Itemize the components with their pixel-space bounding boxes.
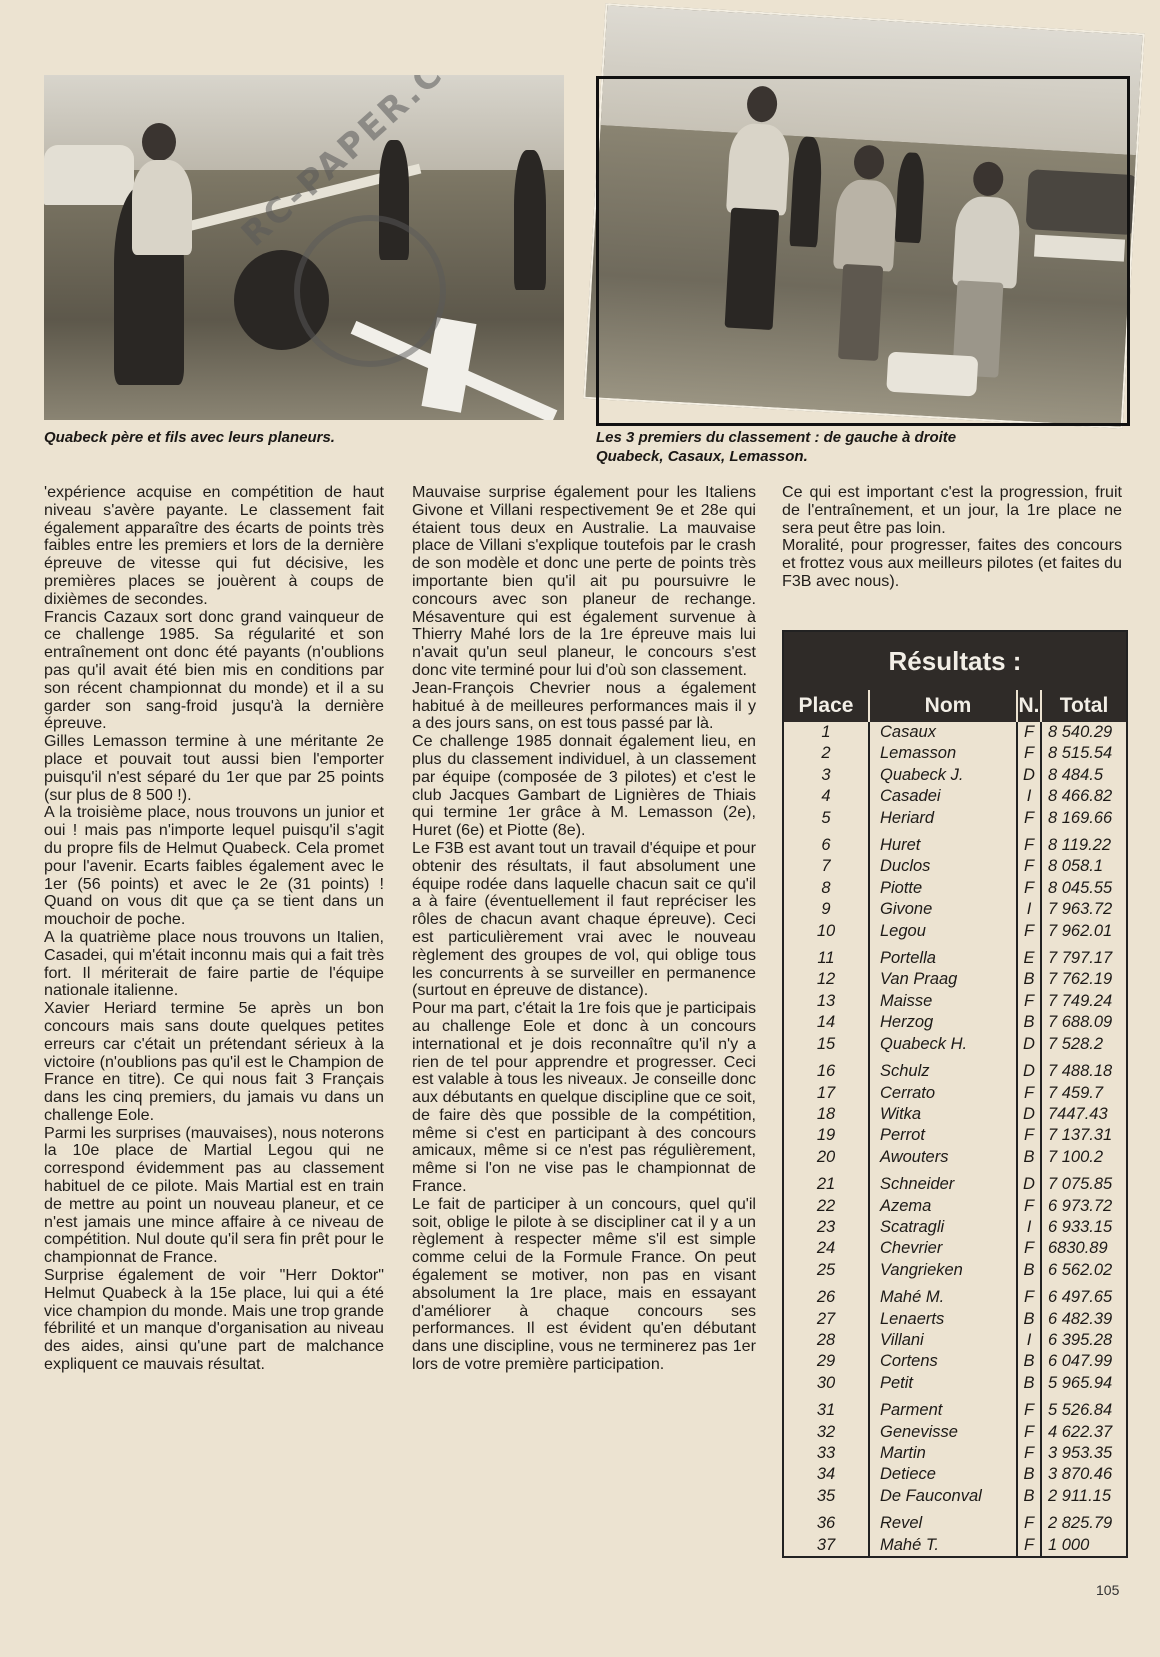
cell-nom: Herzog xyxy=(869,1012,1017,1033)
table-row xyxy=(784,1373,1126,1394)
cell-nom: Parment xyxy=(869,1394,1017,1421)
cell-place: 28 xyxy=(816,1330,836,1349)
cell-place: 4 xyxy=(821,787,831,806)
cell-nom: Awouters xyxy=(869,1147,1017,1168)
cell-place: 24 xyxy=(816,1239,836,1258)
cell-nom: Schneider xyxy=(869,1168,1017,1195)
paragraph: Ce qui est important c'est la progression, fruit de l'entraînement, et un jour, la 1re place ne sera peut être pas loin. xyxy=(782,483,1122,537)
cell-place: 27 xyxy=(816,1309,836,1328)
cell-total: 7 963.72 xyxy=(1041,899,1126,920)
cell-nation: F xyxy=(1017,1394,1041,1421)
cell-nation: F xyxy=(1017,1422,1041,1443)
results-title: Résultats : xyxy=(784,632,1126,690)
cell-nation: F xyxy=(1017,1125,1041,1146)
cell-nom: Detiece xyxy=(869,1464,1017,1485)
paragraph: Jean-François Chevrier nous a également habitué à de meilleures performances mais il y a des jours sans, on est tous passé par là. xyxy=(412,678,756,733)
table-row xyxy=(784,942,1126,969)
cell-nation: B xyxy=(1017,1260,1041,1281)
cell-place: 17 xyxy=(816,1083,836,1102)
table-row xyxy=(784,878,1126,899)
cell-nation: F xyxy=(1017,1535,1041,1556)
cell-total: 6 933.15 xyxy=(1041,1217,1126,1238)
cell-nation: F xyxy=(1017,1281,1041,1308)
cell-nom: Givone xyxy=(869,899,1017,920)
cell-nation: B xyxy=(1017,1373,1041,1394)
cell-total: 7 075.85 xyxy=(1041,1168,1126,1195)
header-place: Place xyxy=(784,690,869,722)
cell-nation: B xyxy=(1017,1351,1041,1372)
cell-total: 7447.43 xyxy=(1041,1104,1126,1125)
cell-nation: B xyxy=(1017,1464,1041,1485)
cell-place: 33 xyxy=(816,1444,836,1462)
cell-place: 7 xyxy=(821,857,831,876)
cell-total: 6 973.72 xyxy=(1041,1196,1126,1217)
table-row xyxy=(784,1217,1126,1238)
table-row xyxy=(784,1281,1126,1308)
table-row xyxy=(784,1464,1126,1485)
cell-place: 35 xyxy=(816,1486,836,1505)
paragraph: Francis Cazaux sort donc grand vainqueur de ce challenge 1985. Sa régularité et son entraînement ont donc été payants (n'oublions pas qu'il avait été bien mis en conditions par son récent championnat du monde) et il a su garder son sang-froid jusqu'à la dernière épreuve. xyxy=(44,607,384,733)
table-row xyxy=(784,1083,1126,1104)
cell-place: 9 xyxy=(821,900,831,919)
article-column-3 xyxy=(782,484,1122,591)
cell-nom: Piotte xyxy=(869,878,1017,899)
cell-total: 8 045.55 xyxy=(1041,878,1126,899)
cell-nom: Vangrieken xyxy=(869,1260,1017,1281)
cell-nation: F xyxy=(1017,829,1041,856)
cell-nom: Witka xyxy=(869,1104,1017,1125)
paragraph: Moralité, pour progresser, faites des concours et frottez vous aux meilleurs pilotes (et faites du F3B avec nous). xyxy=(782,536,1122,590)
cell-nom: Lenaerts xyxy=(869,1309,1017,1330)
cell-nom: Van Praag xyxy=(869,969,1017,990)
cell-place: 29 xyxy=(816,1352,836,1371)
cell-total: 6 562.02 xyxy=(1041,1260,1126,1281)
cell-place: 19 xyxy=(816,1126,836,1145)
cell-nation: D xyxy=(1017,1055,1041,1082)
table-row xyxy=(784,786,1126,807)
cell-nation: F xyxy=(1017,808,1041,829)
paragraph: Pour ma part, c'était la 1re fois que je participais au challenge Eole et donc à un concours international et je dois reconnaître qu'il n'y a rien de tel pour apprendre et progresser. Ceci est valable à tous les niveaux. Je conseille donc aux débutants en quelque discipline que ce soit, de faire dès que possible de la compétition, même si c'est en participant à des concours amicaux, même si ce n'est pas régulièrement, même si l'on ne vise pas le championnat de France. xyxy=(412,999,756,1196)
paragraph: Mauvaise surprise également pour les Italiens Givone et Villani respectivement 9e et 28e qui étaient tous deux en Australie. La mauvaise place de Villani s'explique toutefois par le crash de son modèle et donc une perte de points très importante bien qu'il ait pu poursuivre le concours avec son planeur de rechange. Mésaventure qui est également survenue à Thierry Mahé lors de la 1re épreuve mais lui n'avait qu'un seul planeur, le concours s'est donc vite terminé pour lui d'où son classement. xyxy=(412,483,756,679)
cell-nom: Legou xyxy=(869,921,1017,942)
cell-total: 3 870.46 xyxy=(1041,1464,1126,1485)
cell-total: 4 622.37 xyxy=(1041,1422,1126,1443)
table-row xyxy=(784,1238,1126,1259)
cell-nom: Petit xyxy=(869,1373,1017,1394)
cell-place: 31 xyxy=(816,1401,836,1420)
cell-place: 16 xyxy=(816,1062,836,1081)
watermark-logo xyxy=(294,215,446,367)
cell-nation: D xyxy=(1017,1034,1041,1055)
cell-nation: F xyxy=(1017,743,1041,764)
cell-total: 8 466.82 xyxy=(1041,786,1126,807)
cell-nation: D xyxy=(1017,1168,1041,1195)
cell-nom: Lemasson xyxy=(869,743,1017,764)
table-row xyxy=(784,1055,1126,1082)
cell-place: 2 xyxy=(821,744,831,763)
cell-total: 2 825.79 xyxy=(1041,1507,1126,1534)
cell-nation: I xyxy=(1017,1217,1041,1238)
cell-nom: Chevrier xyxy=(869,1238,1017,1259)
cell-nation: F xyxy=(1017,878,1041,899)
cell-place: 30 xyxy=(816,1373,836,1392)
cell-place: 11 xyxy=(817,949,835,968)
photo-frame xyxy=(596,76,1130,426)
cell-nom: Quabeck H. xyxy=(869,1034,1017,1055)
cell-nation: D xyxy=(1017,1104,1041,1125)
cell-total: 7 688.09 xyxy=(1041,1012,1126,1033)
cell-nation: F xyxy=(1017,1443,1041,1464)
table-row xyxy=(784,1168,1126,1195)
cell-nom: Mahé M. xyxy=(869,1281,1017,1308)
cell-total: 8 484.5 xyxy=(1041,765,1126,786)
cell-nom: Maisse xyxy=(869,991,1017,1012)
table-row xyxy=(784,1394,1126,1421)
cell-nom: Revel xyxy=(869,1507,1017,1534)
cell-nation: F xyxy=(1017,1196,1041,1217)
paragraph: Le F3B est avant tout un travail d'équipe et pour obtenir des résultats, il faut absolument une équipe rodée dans laquelle chacun sait ce qu'il a à faire (éventuellement il faut repréciser les rôles de chacun avant chaque épreuve). Ceci est particulièrement vrai avec le nouveau règlement des groupes de vol, qui oblige tous les concurrents à se surveiller en permanence (surtout en épreuve de distance). xyxy=(412,838,756,1000)
page-number: 105 xyxy=(1096,1582,1120,1598)
cell-total: 8 169.66 xyxy=(1041,808,1126,829)
cell-nom: Cortens xyxy=(869,1351,1017,1372)
cell-place: 26 xyxy=(816,1288,836,1307)
table-row xyxy=(784,1486,1126,1507)
cell-total: 7 488.18 xyxy=(1041,1055,1126,1082)
cell-nation: B xyxy=(1017,1147,1041,1168)
cell-place: 15 xyxy=(816,1034,836,1053)
cell-total: 8 540.29 xyxy=(1041,722,1126,743)
paragraph: Le fait de participer à un concours, quel qu'il soit, oblige le pilote à se discipliner cat il y a un règlement à respecter même s'il est simple comme celui de la Formule France. On peut également se motiver, non pas en visant absolument la 1re place, mais en essayant d'améliorer à chaque concours ses performances. Il est évident qu'en débutant dans une discipline, vous ne terminerez pas 1er lors de votre première participation. xyxy=(412,1194,756,1374)
cell-place: 12 xyxy=(816,970,836,989)
cell-total: 1 000 xyxy=(1041,1535,1126,1556)
cell-total: 5 526.84 xyxy=(1041,1394,1126,1421)
caption-left: Quabeck père et fils avec leurs planeurs. xyxy=(44,429,335,446)
cell-nation: F xyxy=(1017,856,1041,877)
cell-nation: E xyxy=(1017,942,1041,969)
caption-right-line1: Les 3 premiers du classement : de gauche à droite xyxy=(596,429,957,446)
table-row xyxy=(784,856,1126,877)
paragraph: Parmi les surprises (mauvaises), nous noterons la 10e place de Martial Legou qui ne correspond évidemment pas au classement habituel de ce pilote. Mais Martial est en train de mettre au point un nouveau planeur, et ce n'est jamais une mince affaire à ce niveau de compétition. Nul doute qu'il sera fin prêt pour le championnat de France. xyxy=(44,1123,384,1267)
cell-place: 3 xyxy=(821,765,831,784)
table-row xyxy=(784,1351,1126,1372)
cell-place: 21 xyxy=(816,1175,836,1194)
cell-place: 14 xyxy=(816,1013,836,1032)
cell-total: 3 953.35 xyxy=(1041,1443,1126,1464)
cell-place: 34 xyxy=(816,1465,836,1484)
cell-place: 18 xyxy=(816,1104,836,1123)
table-row xyxy=(784,1443,1126,1464)
header-nom: Nom xyxy=(869,690,1017,722)
cell-place: 5 xyxy=(821,808,831,827)
cell-nom: Schulz xyxy=(869,1055,1017,1082)
cell-nom: Heriard xyxy=(869,808,1017,829)
cell-total: 6 482.39 xyxy=(1041,1309,1126,1330)
photo-quabeck-planeurs xyxy=(44,75,564,420)
cell-nom: Casadei xyxy=(869,786,1017,807)
table-row xyxy=(784,1309,1126,1330)
article-column-2 xyxy=(412,484,756,1374)
cell-nom: Villani xyxy=(869,1330,1017,1351)
header-total: Total xyxy=(1041,690,1126,722)
paragraph: A la quatrième place nous trouvons un Italien, Casadei, qui m'était inconnu mais qui a fait très fort. Il mériterait de faire partie de l'équipe nationale italienne. xyxy=(44,927,384,1000)
cell-nation: B xyxy=(1017,1012,1041,1033)
cell-nom: Quabeck J. xyxy=(869,765,1017,786)
cell-nation: F xyxy=(1017,722,1041,743)
table-row xyxy=(784,1330,1126,1351)
table-row xyxy=(784,1034,1126,1055)
cell-place: 32 xyxy=(816,1422,836,1441)
cell-place: 20 xyxy=(816,1147,836,1166)
header-nation: N. xyxy=(1017,690,1041,722)
table-row xyxy=(784,1260,1126,1281)
cell-nation: F xyxy=(1017,1507,1041,1534)
cell-nation: I xyxy=(1017,786,1041,807)
table-row xyxy=(784,1535,1126,1556)
cell-total: 7 137.31 xyxy=(1041,1125,1126,1146)
table-row xyxy=(784,765,1126,786)
cell-place: 22 xyxy=(816,1196,836,1215)
cell-total: 7 528.2 xyxy=(1041,1034,1126,1055)
cell-total: 5 965.94 xyxy=(1041,1373,1126,1394)
cell-nom: Azema xyxy=(869,1196,1017,1217)
cell-nation: F xyxy=(1017,991,1041,1012)
table-row xyxy=(784,1196,1126,1217)
cell-nom: Huret xyxy=(869,829,1017,856)
cell-nation: I xyxy=(1017,1330,1041,1351)
cell-place: 37 xyxy=(816,1535,836,1554)
cell-nation: D xyxy=(1017,765,1041,786)
cell-nom: Duclos xyxy=(869,856,1017,877)
caption-right-line2: Quabeck, Casaux, Lemasson. xyxy=(596,448,808,465)
cell-nom: Genevisse xyxy=(869,1422,1017,1443)
table-row xyxy=(784,1012,1126,1033)
cell-total: 7 749.24 xyxy=(1041,991,1126,1012)
table-row xyxy=(784,808,1126,829)
cell-nom: Martin xyxy=(869,1443,1017,1464)
cell-place: 10 xyxy=(816,921,836,940)
table-row xyxy=(784,743,1126,764)
cell-place: 25 xyxy=(816,1260,836,1279)
cell-total: 2 911.15 xyxy=(1041,1486,1126,1507)
table-row xyxy=(784,1125,1126,1146)
cell-nom: Portella xyxy=(869,942,1017,969)
cell-total: 8 058.1 xyxy=(1041,856,1126,877)
paragraph: 'expérience acquise en compétition de haut niveau s'avère payante. Le classement fait également apparaître des écarts de points très faibles entre les premiers et lors de la dernière épreuve de vitesse qui fut décisive, les premières places se jouèrent à coups de dixièmes de secondes. xyxy=(44,483,384,608)
cell-nation: F xyxy=(1017,1238,1041,1259)
cell-nation: I xyxy=(1017,899,1041,920)
cell-total: 6 047.99 xyxy=(1041,1351,1126,1372)
cell-total: 7 797.17 xyxy=(1041,942,1126,969)
table-row xyxy=(784,1507,1126,1534)
results-box xyxy=(782,630,1128,1558)
cell-place: 23 xyxy=(816,1217,836,1236)
table-row xyxy=(784,991,1126,1012)
cell-place: 13 xyxy=(816,991,836,1010)
cell-total: 8 119.22 xyxy=(1041,829,1126,856)
table-row xyxy=(784,1104,1126,1125)
cell-total: 7 459.7 xyxy=(1041,1083,1126,1104)
cell-total: 7 962.01 xyxy=(1041,921,1126,942)
paragraph: Xavier Heriard termine 5e après un bon concours mais sans doute quelques petites erreurs car c'était un prétendant sérieux à la victoire (n'oublions pas qu'il est le Champion de France en titre). Ce qui nous fait 3 Français dans les cinq premiers, du jamais vu dans un challenge Eole. xyxy=(44,999,384,1124)
cell-nom: De Fauconval xyxy=(869,1486,1017,1507)
cell-nation: F xyxy=(1017,1083,1041,1104)
cell-total: 7 762.19 xyxy=(1041,969,1126,990)
cell-nation: B xyxy=(1017,1309,1041,1330)
cell-nation: B xyxy=(1017,1486,1041,1507)
cell-place: 8 xyxy=(821,878,831,897)
table-row xyxy=(784,829,1126,856)
cell-nom: Perrot xyxy=(869,1125,1017,1146)
cell-total: 7 100.2 xyxy=(1041,1147,1126,1168)
paragraph: A la troisième place, nous trouvons un junior et oui ! mais pas n'importe lequel puisqu'il s'agit du propre fils de Helmut Quabeck. Cela promet pour l'avenir. Ecarts faibles également avec le 1er (56 points) et avec le 2e (31 points) ! Quand on vous dit que ça se tient dans un mouchoir de poche. xyxy=(44,803,384,929)
table-row xyxy=(784,969,1126,990)
cell-nom: Mahé T. xyxy=(869,1535,1017,1556)
cell-total: 6 395.28 xyxy=(1041,1330,1126,1351)
cell-place: 36 xyxy=(816,1514,836,1533)
cell-nom: Casaux xyxy=(869,722,1017,743)
paragraph: Surprise également de voir "Herr Doktor" Helmut Quabeck à la 15e place, lui qui a été vice champion du monde. Mais une trop grande fébrilité et un manque d'organisation au niveau des aides, ainsi qu'une part de malchance expliquent ce mauvais résultat. xyxy=(44,1266,384,1374)
article-column-1 xyxy=(44,484,384,1374)
table-row xyxy=(784,1147,1126,1168)
results-table xyxy=(784,690,1126,1556)
table-row xyxy=(784,921,1126,942)
cell-place: 6 xyxy=(821,836,831,855)
cell-total: 8 515.54 xyxy=(1041,743,1126,764)
table-row xyxy=(784,899,1126,920)
cell-nation: B xyxy=(1017,969,1041,990)
cell-total: 6830.89 xyxy=(1041,1238,1126,1259)
table-row xyxy=(784,722,1126,743)
cell-nom: Scatragli xyxy=(869,1217,1017,1238)
paragraph: Gilles Lemasson termine à une méritante 2e place et pouvait tout aussi bien l'emporter puisqu'il n'est séparé du 1er que par 25 points (sur plus de 8 500 !). xyxy=(44,732,384,804)
cell-place: 1 xyxy=(821,723,831,741)
cell-nation: F xyxy=(1017,921,1041,942)
paragraph: Ce challenge 1985 donnait également lieu, en plus du classement individuel, à un classement par équipe (composée de 3 pilotes) et c'est le club Jacques Gambart de Lignières de Thiais qui termine 1er grâce à M. Lemasson (2e), Huret (6e) et Piotte (8e). xyxy=(412,732,756,840)
table-row xyxy=(784,1422,1126,1443)
cell-total: 6 497.65 xyxy=(1041,1281,1126,1308)
cell-nom: Cerrato xyxy=(869,1083,1017,1104)
